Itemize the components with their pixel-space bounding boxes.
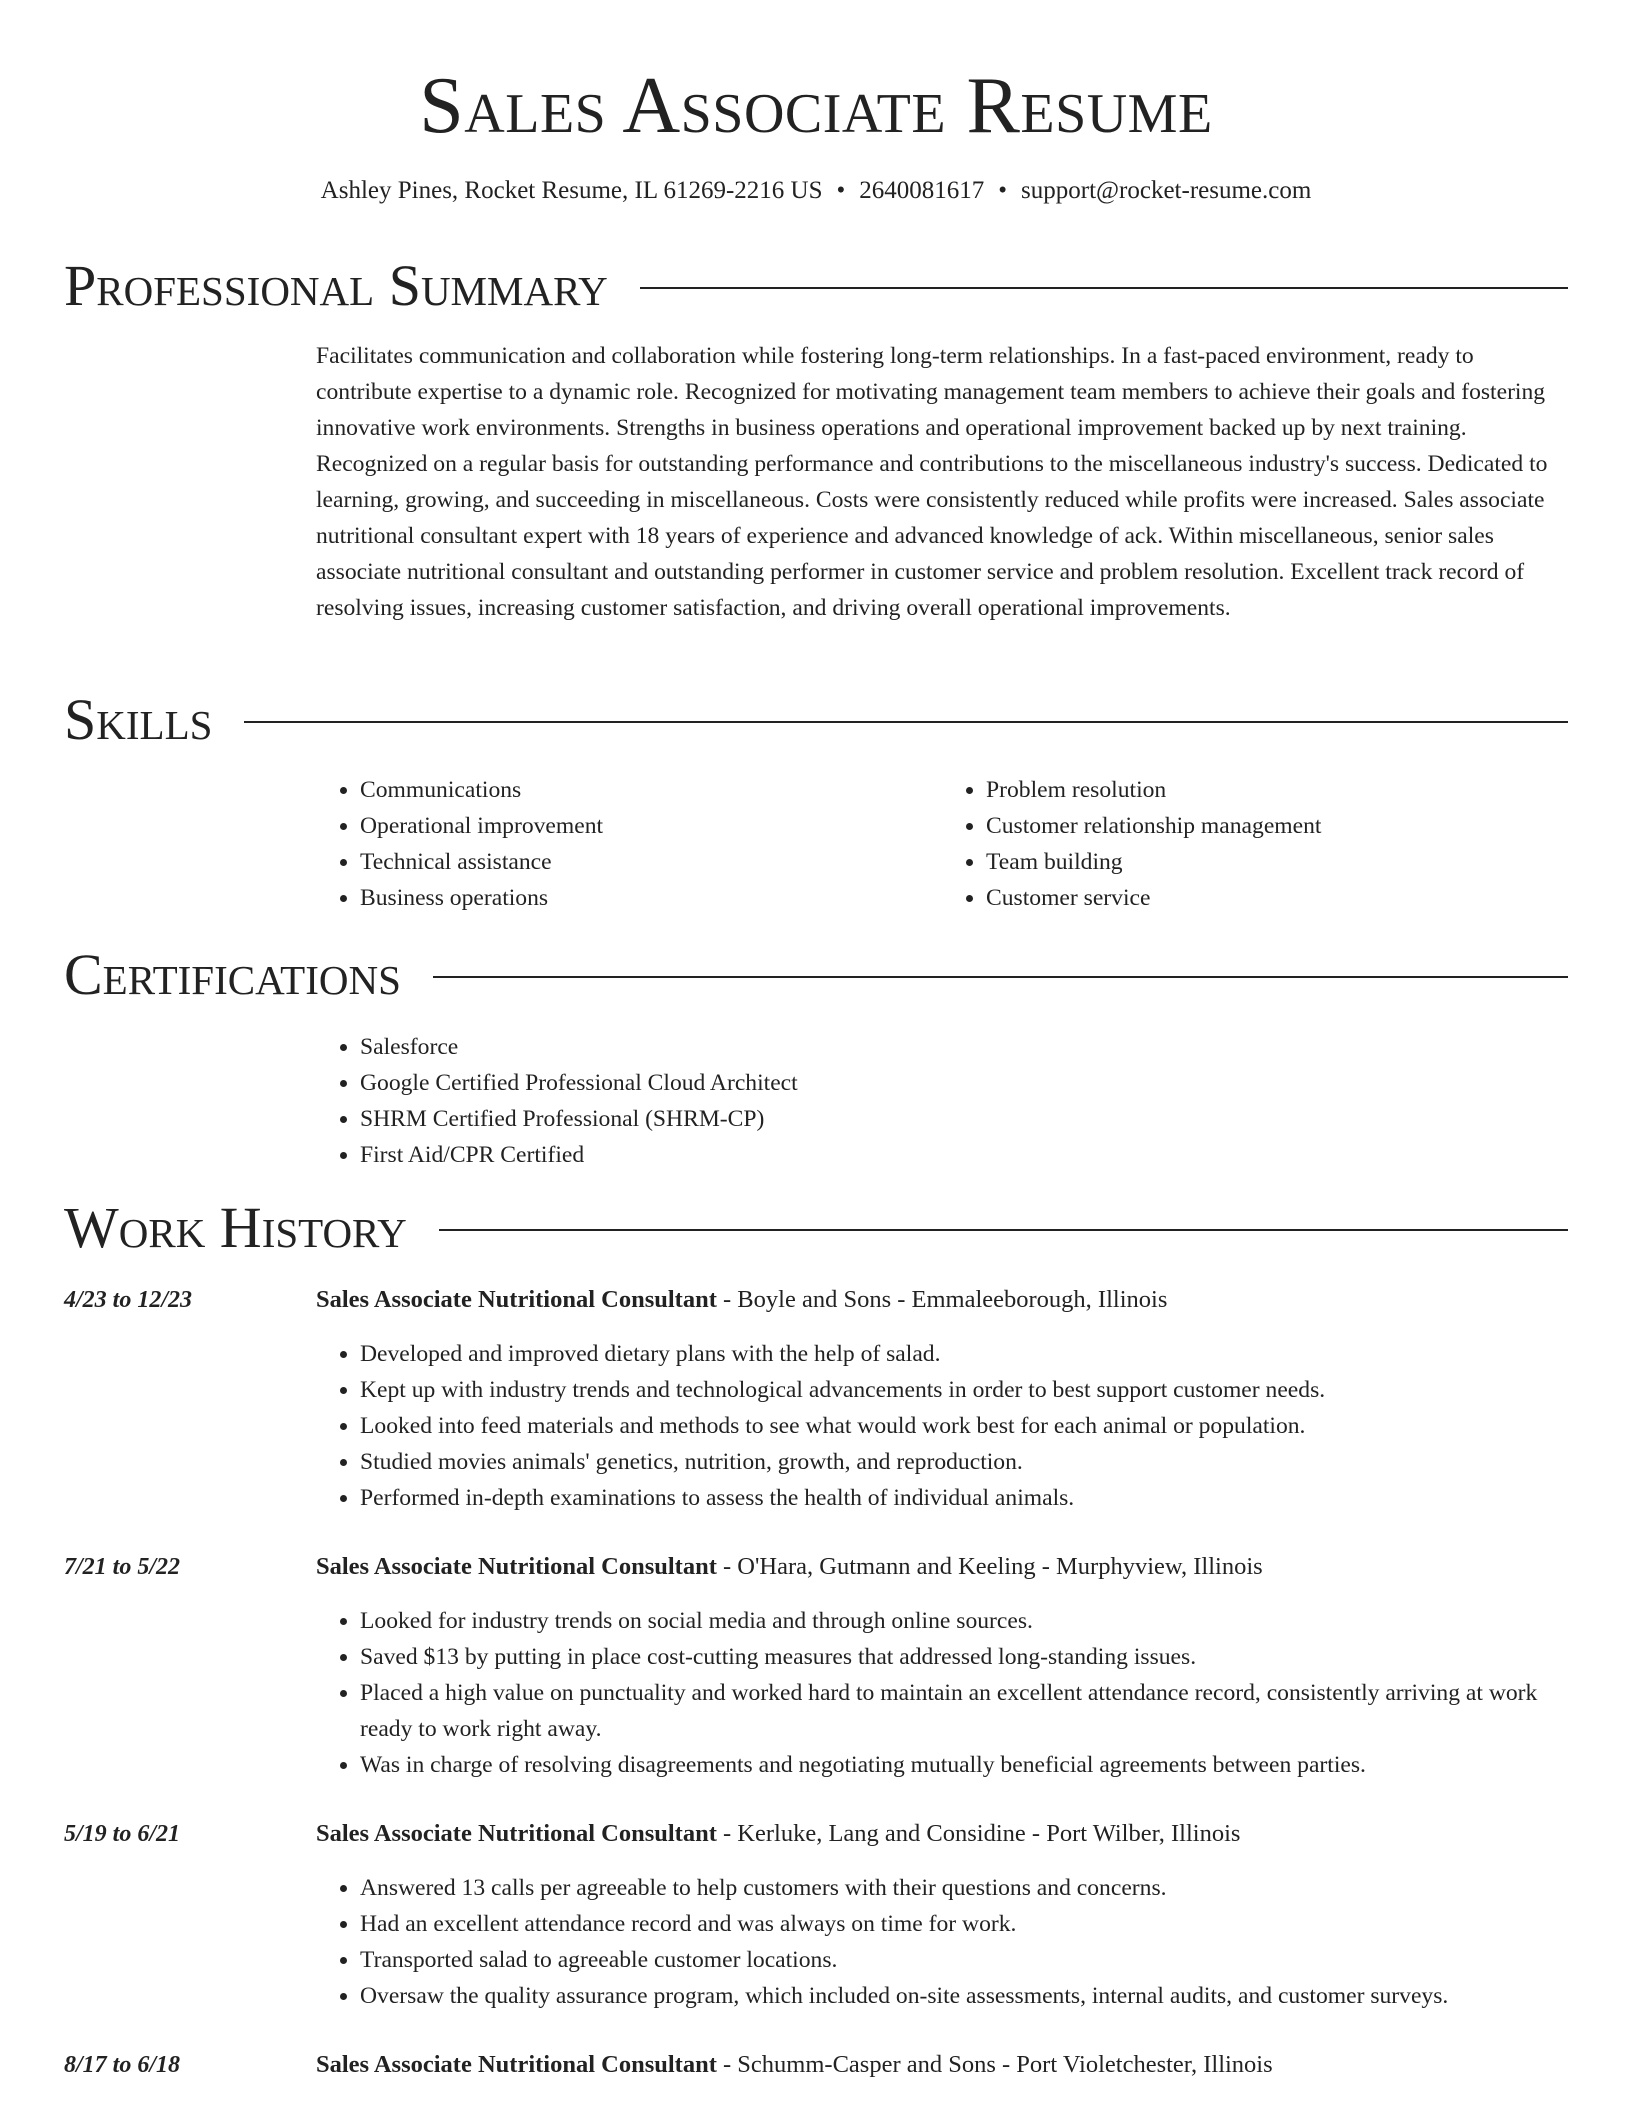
job-duty-item: • Answered 13 calls per agreeable to help customers with their questions and concerns. bbox=[360, 1870, 1566, 1906]
skill-item: • Problem resolution bbox=[986, 772, 1568, 808]
contact-separator: • bbox=[836, 177, 846, 204]
certification-item: • Google Certified Professional Cloud Architect bbox=[360, 1065, 1566, 1101]
section-divider bbox=[244, 721, 1568, 723]
section-divider bbox=[433, 976, 1568, 978]
job-duty-item: • Transported salad to agreeable customer locations. bbox=[360, 1942, 1566, 1978]
section-title-summary: Professional Summary bbox=[64, 253, 608, 318]
job-dates: 5/19 to 6/21 bbox=[64, 1821, 181, 1847]
skill-item: • Customer service bbox=[986, 880, 1568, 916]
section-title-certifications: Certifications bbox=[64, 942, 401, 1007]
skill-item: • Team building bbox=[986, 844, 1568, 880]
job-duties bbox=[316, 1870, 1566, 2014]
job-employer: - O'Hara, Gutmann and Keeling - Murphyview, Illinois bbox=[716, 1553, 1263, 1580]
job-duty-item: • Placed a high value on punctuality and worked hard to maintain an excellent attendance record, consistently arriving at work ready to work right away. bbox=[360, 1675, 1566, 1747]
skill-item: • Technical assistance bbox=[360, 844, 942, 880]
contact-separator: • bbox=[998, 177, 1008, 204]
job-dates: 7/21 to 5/22 bbox=[64, 1554, 181, 1580]
section-title-skills: Skills bbox=[64, 687, 213, 752]
job-duties bbox=[316, 1336, 1566, 1516]
skill-item: • Business operations bbox=[360, 880, 942, 916]
job-heading bbox=[316, 2047, 1566, 2083]
section-header-summary bbox=[64, 253, 1568, 318]
job-duty-item: • Oversaw the quality assurance program, which included on-site assessments, internal audits, and customer surveys. bbox=[360, 1978, 1566, 2014]
job-heading bbox=[316, 1282, 1566, 1318]
job-duty-item: • Had an excellent attendance record and was always on time for work. bbox=[360, 1906, 1566, 1942]
job-title: Sales Associate Nutritional Consultant bbox=[316, 1820, 717, 1847]
job-duty-item: • Looked for industry trends on social media and through online sources. bbox=[360, 1603, 1566, 1639]
skills-column-right bbox=[942, 772, 1568, 916]
contact-email: support@rocket-resume.com bbox=[1021, 177, 1312, 204]
job-title: Sales Associate Nutritional Consultant bbox=[316, 1553, 717, 1580]
certification-item: • First Aid/CPR Certified bbox=[360, 1137, 1566, 1173]
job-dates: 4/23 to 12/23 bbox=[64, 1287, 193, 1313]
job-duty-item: • Looked into feed materials and methods to see what would work best for each animal or population. bbox=[360, 1408, 1566, 1444]
job-title: Sales Associate Nutritional Consultant bbox=[316, 1286, 717, 1313]
section-header-certifications bbox=[64, 942, 1568, 1007]
section-divider bbox=[439, 1229, 1568, 1231]
contact-address: Ashley Pines, Rocket Resume, IL 61269-2216 US bbox=[320, 177, 823, 204]
job-heading bbox=[316, 1816, 1566, 1852]
contact-line bbox=[0, 176, 1632, 206]
skills-list bbox=[316, 772, 1568, 916]
summary-text: Facilitates communication and collaboration while fostering long-term relationships. In a fast-paced environment, ready to contribute expertise to a dynamic role. Recognized for motivating management team members to achieve their goals and fostering innovative work environments. Strengths in business operations and operational improvement backed up by next training. Recognized on a regular basis for outstanding performance and contributions to the miscellaneous industry's success. Dedicated to learning, growing, and succeeding in miscellaneous. Costs were consistently reduced while profits were increased. Sales associate nutritional consultant expert with 18 years of experience and advanced knowledge of ack. Within miscellaneous, senior sales associate nutritional consultant and outstanding performer in customer service and problem resolution. Excellent track record of resolving issues, increasing customer satisfaction, and driving overall operational improvements. bbox=[316, 343, 1548, 621]
job-employer: - Schumm-Casper and Sons - Port Violetchester, Illinois bbox=[716, 2051, 1273, 2078]
job-duty-item: • Kept up with industry trends and technological advancements in order to best support customer needs. bbox=[360, 1372, 1566, 1408]
document-title: Sales Associate Resume bbox=[419, 62, 1213, 150]
job-duty-item: • Studied movies animals' genetics, nutrition, growth, and reproduction. bbox=[360, 1444, 1566, 1480]
job-dates: 8/17 to 6/18 bbox=[64, 2052, 181, 2078]
section-divider bbox=[640, 287, 1568, 289]
job-heading bbox=[316, 1549, 1566, 1585]
job-duty-item: • Was in charge of resolving disagreements and negotiating mutually beneficial agreements between parties. bbox=[360, 1747, 1566, 1783]
job-duty-item: • Developed and improved dietary plans with the help of salad. bbox=[360, 1336, 1566, 1372]
section-title-work-history: Work History bbox=[64, 1195, 407, 1260]
job-duties bbox=[316, 1603, 1566, 1783]
certification-item: • Salesforce bbox=[360, 1029, 1566, 1065]
skill-item: • Customer relationship management bbox=[986, 808, 1568, 844]
certifications-list bbox=[316, 1029, 1566, 1173]
job-title: Sales Associate Nutritional Consultant bbox=[316, 2051, 717, 2078]
job-duty-item: • Saved $13 by putting in place cost-cutting measures that addressed long-standing issues. bbox=[360, 1639, 1566, 1675]
skills-column-left bbox=[316, 772, 942, 916]
section-header-work-history bbox=[64, 1195, 1568, 1260]
contact-phone: 2640081617 bbox=[859, 177, 985, 204]
skill-item: • Operational improvement bbox=[360, 808, 942, 844]
job-employer: - Kerluke, Lang and Considine - Port Wilber, Illinois bbox=[716, 1820, 1241, 1847]
skill-item: • Communications bbox=[360, 772, 942, 808]
certification-item: • SHRM Certified Professional (SHRM-CP) bbox=[360, 1101, 1566, 1137]
section-header-skills bbox=[64, 687, 1568, 752]
job-duty-item: • Performed in-depth examinations to assess the health of individual animals. bbox=[360, 1480, 1566, 1516]
job-employer: - Boyle and Sons - Emmaleeborough, Illinois bbox=[716, 1286, 1168, 1313]
